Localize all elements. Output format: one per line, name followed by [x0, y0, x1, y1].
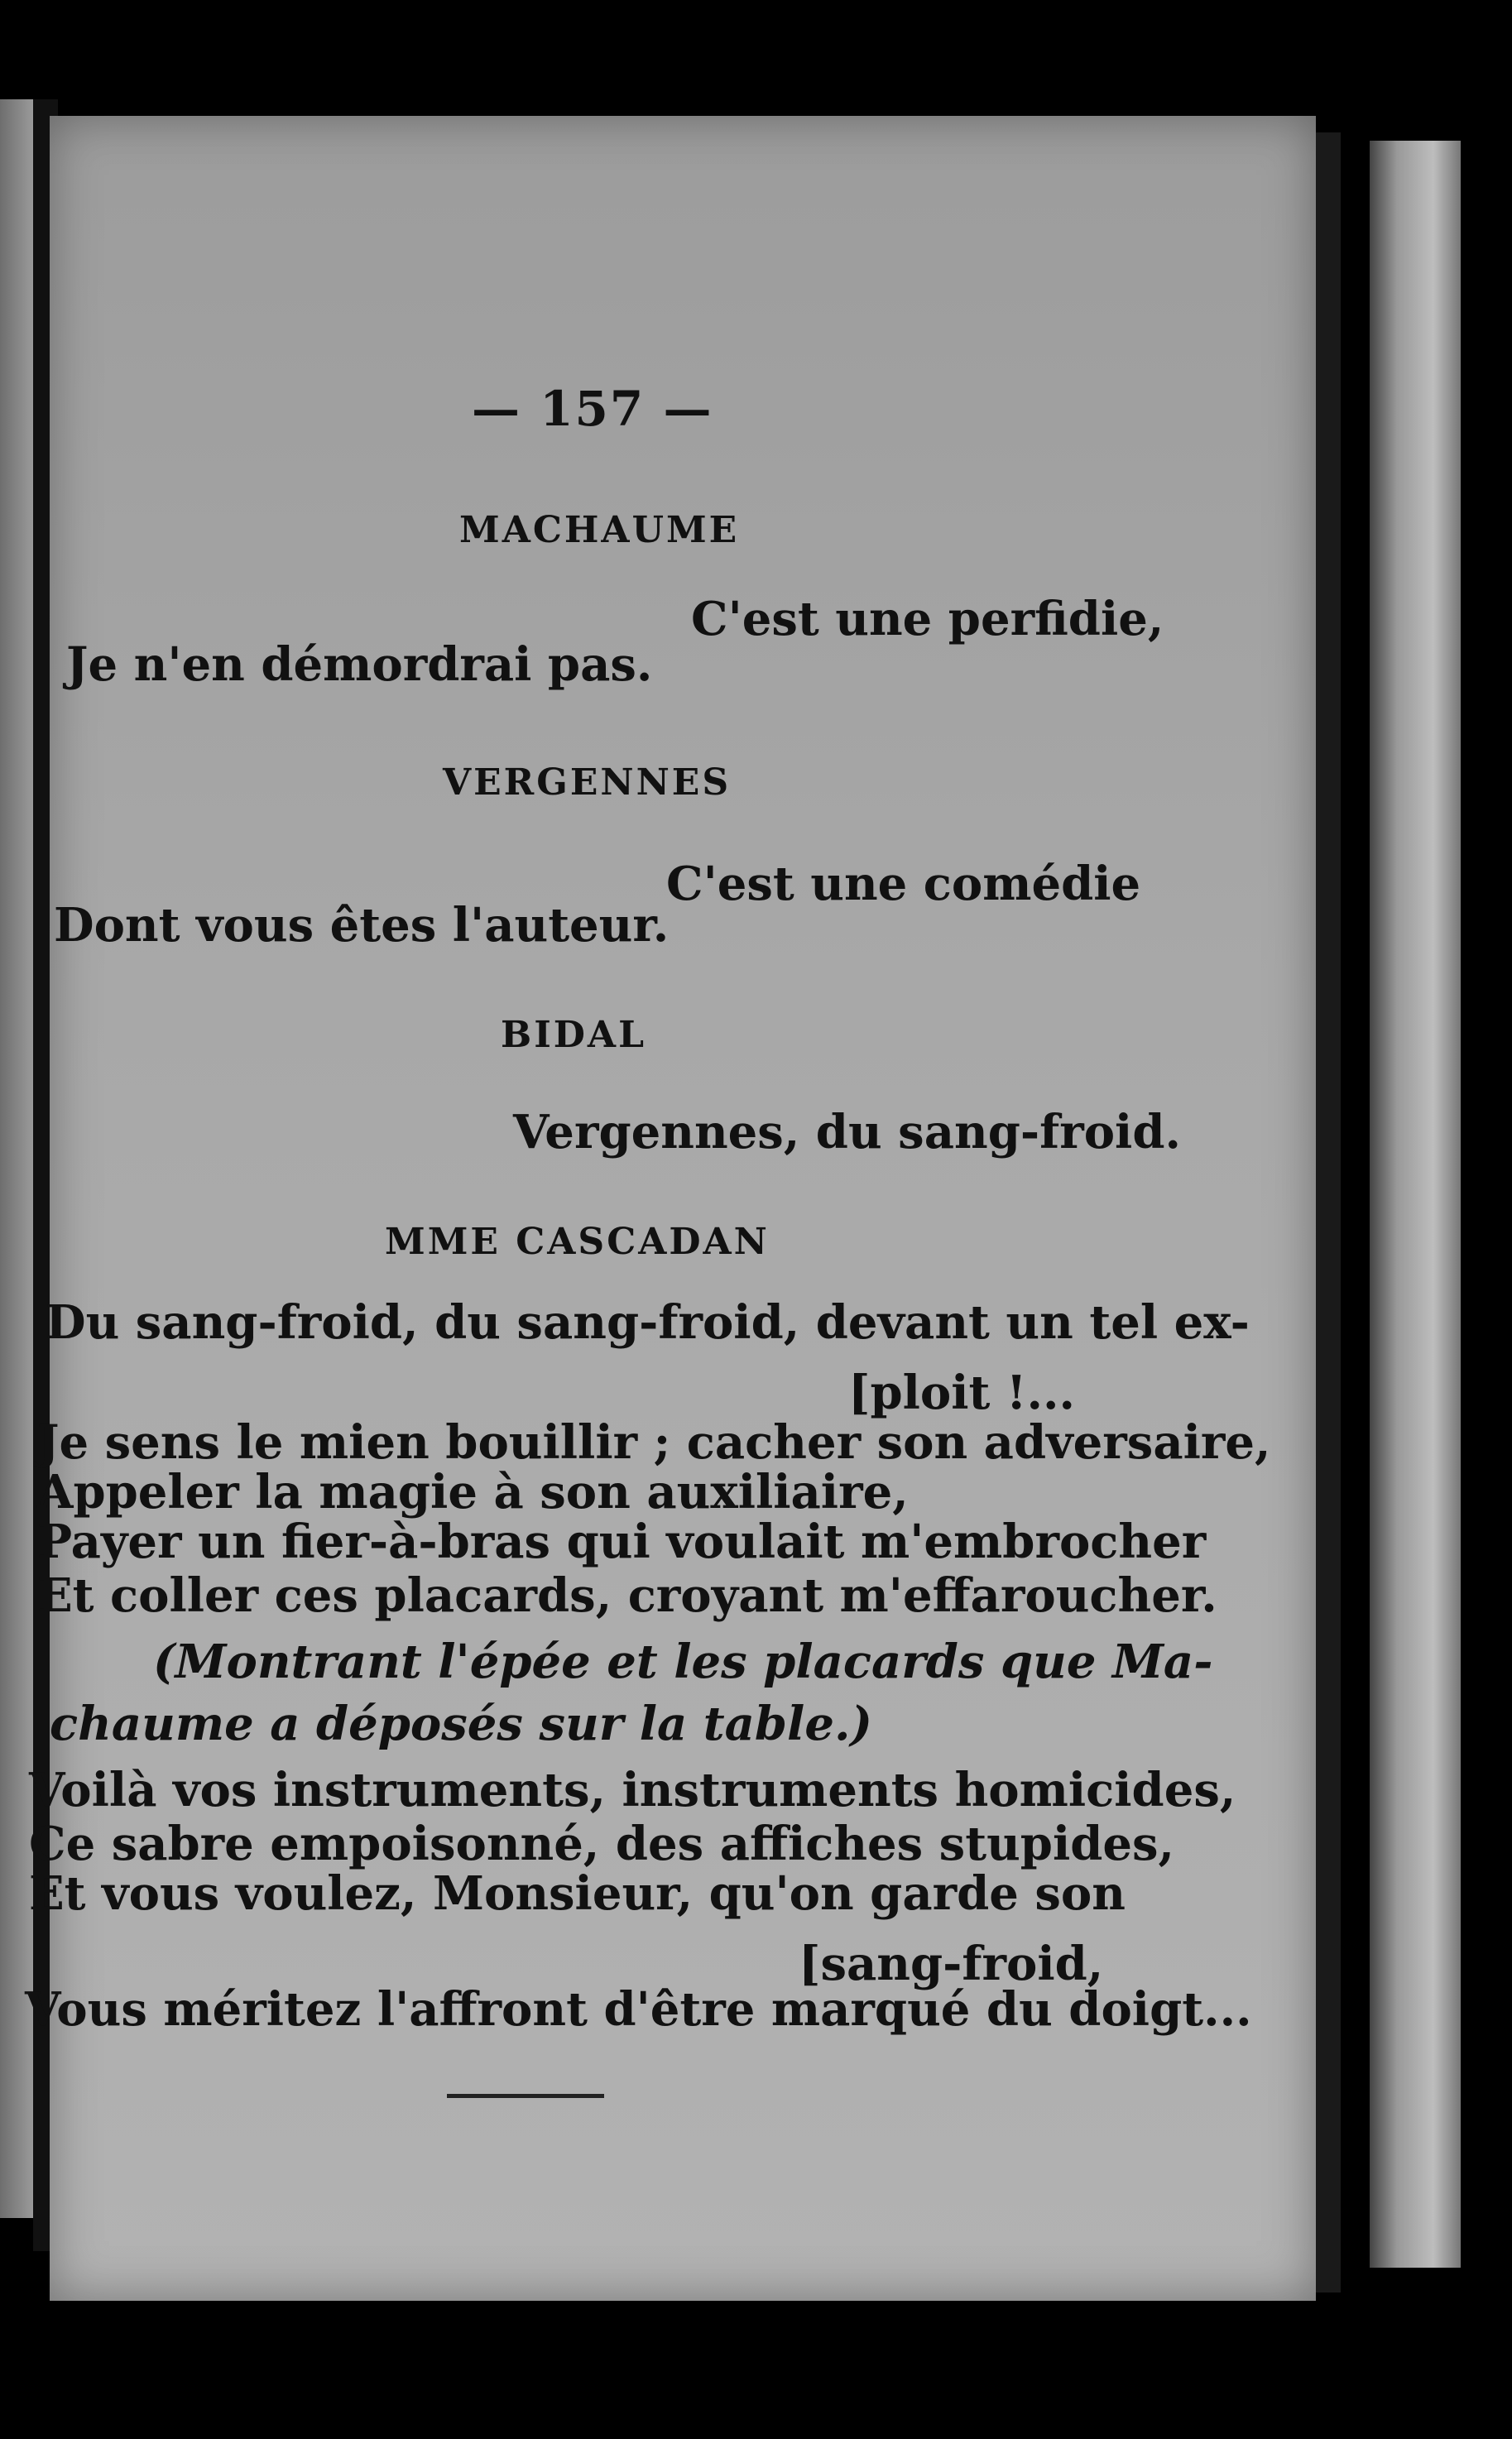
- verse-line: Je sens le mien bouillir ; cacher son adversaire,: [37, 1415, 1271, 1470]
- verse-line: Dont vous êtes l'auteur.: [54, 898, 670, 953]
- stage-direction: chaume a déposés sur la table.): [50, 1697, 872, 1751]
- speaker-mme-cascadan: MME CASCADAN: [385, 1221, 770, 1263]
- speaker-bidal: BIDAL: [501, 1014, 647, 1056]
- page-stack-shadow: [1316, 132, 1341, 2293]
- verse-line: Appeler la magie à son auxiliaire,: [37, 1465, 909, 1520]
- verse-line: Et vous voulez, Monsieur, qu'on garde son: [29, 1866, 1126, 1921]
- verse-line: C'est une comédie: [666, 857, 1141, 911]
- verse-line-continuation: [sang-froid,: [799, 1937, 1104, 1991]
- verse-line: Voilà vos instruments, instruments homicides,: [29, 1763, 1236, 1817]
- verse-line: Vergennes, du sang-froid.: [513, 1105, 1181, 1159]
- verse-line: C'est une perfidie,: [691, 592, 1164, 646]
- book-page: [50, 116, 1316, 2301]
- speaker-vergennes: VERGENNES: [443, 761, 732, 804]
- verse-line: Je n'en démordrai pas.: [66, 637, 653, 692]
- verse-line: Et coller ces placards, croyant m'effaroucher.: [37, 1568, 1217, 1623]
- page-stack-edge: [1370, 141, 1461, 2268]
- end-rule: [447, 2094, 604, 2098]
- page-number: — 157 —: [472, 381, 713, 437]
- speaker-machaume: MACHAUME: [459, 509, 740, 551]
- verse-line-continuation: [ploit !...: [848, 1366, 1075, 1420]
- stage-direction: (Montrant l'épée et les placards que Ma-: [153, 1635, 1213, 1689]
- verse-line: Vous méritez l'affront d'être marqué du doigt...: [25, 1982, 1252, 2037]
- adjacent-page-edge: [0, 99, 33, 2218]
- verse-line: Du sang-froid, du sang-froid, devant un tel ex-: [46, 1295, 1250, 1350]
- verse-line: Ce sabre empoisonné, des affiches stupides,: [29, 1817, 1175, 1871]
- verse-line: Payer un fier-à-bras qui voulait m'embrocher: [37, 1515, 1207, 1569]
